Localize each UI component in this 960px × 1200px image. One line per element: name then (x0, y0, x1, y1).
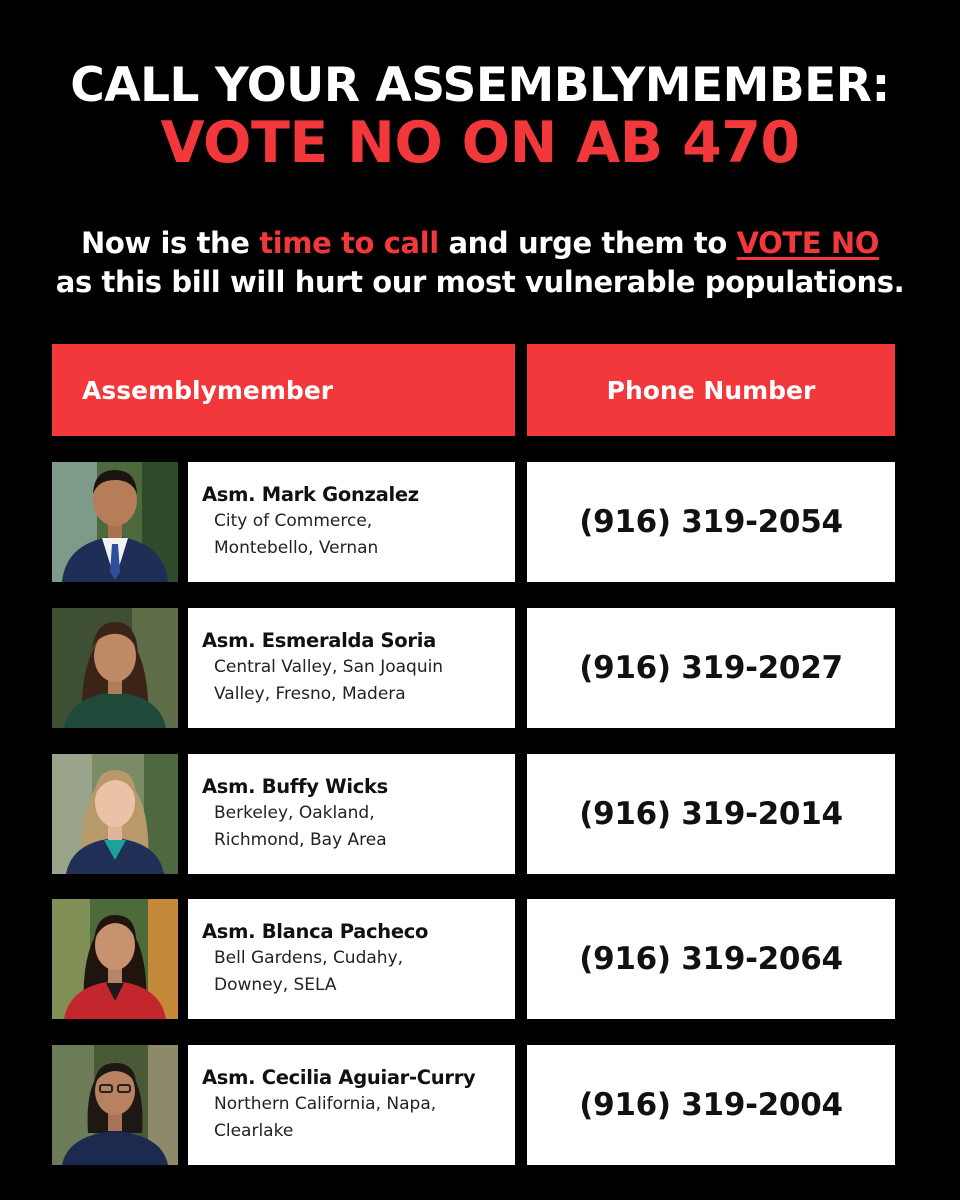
member-district: Montebello, Vernan (214, 538, 379, 558)
member-district: Valley, Fresno, Madera (214, 684, 406, 704)
table-row (52, 754, 895, 874)
table-row (52, 1045, 895, 1165)
phone-number[interactable]: (916) 319-2014 (527, 754, 895, 874)
member-district: Northern California, Napa, (214, 1094, 437, 1114)
member-district: Downey, SELA (214, 975, 337, 995)
subheading-text-1: Now is the (81, 226, 260, 260)
member-district: Richmond, Bay Area (214, 830, 387, 850)
member-info (188, 754, 515, 874)
member-name: Asm. Esmeralda Soria (202, 629, 436, 652)
member-name: Asm. Cecilia Aguiar-Curry (202, 1066, 476, 1089)
member-district: City of Commerce, (214, 511, 373, 531)
subheading-highlight: time to call (259, 226, 439, 260)
table-row (52, 899, 895, 1019)
heading-line-1: CALL YOUR ASSEMBLYMEMBER: (70, 58, 890, 113)
member-district: Central Valley, San Joaquin (214, 657, 444, 677)
member-name: Asm. Mark Gonzalez (202, 483, 419, 506)
heading-line-2: VOTE NO ON AB 470 (160, 110, 800, 176)
subheading (0, 224, 960, 302)
subheading-vote-no: VOTE NO (736, 226, 879, 260)
phone-number[interactable]: (916) 319-2027 (527, 608, 895, 728)
member-name: Asm. Buffy Wicks (202, 775, 388, 798)
subheading-line-1 (0, 224, 960, 263)
subheading-text-2: and urge them to (438, 226, 737, 260)
member-photo (52, 462, 178, 582)
phone-number[interactable]: (916) 319-2004 (527, 1045, 895, 1165)
member-info (188, 608, 515, 728)
member-district: Bell Gardens, Cudahy, (214, 948, 404, 968)
member-photo (52, 899, 178, 1019)
member-photo (52, 1045, 178, 1165)
member-info (188, 462, 515, 582)
member-info (188, 1045, 515, 1165)
table-row (52, 462, 895, 582)
column-header-phone: Phone Number (527, 344, 895, 436)
member-name: Asm. Blanca Pacheco (202, 920, 429, 943)
column-header-assemblymember: Assemblymember (52, 344, 515, 436)
member-info (188, 899, 515, 1019)
table-row (52, 608, 895, 728)
member-photo (52, 608, 178, 728)
member-district: Berkeley, Oakland, (214, 803, 375, 823)
member-photo (52, 754, 178, 874)
phone-number[interactable]: (916) 319-2064 (527, 899, 895, 1019)
phone-number[interactable]: (916) 319-2054 (527, 462, 895, 582)
member-district: Clearlake (214, 1121, 294, 1141)
subheading-line-2: as this bill will hurt our most vulnerable populations. (55, 265, 905, 299)
